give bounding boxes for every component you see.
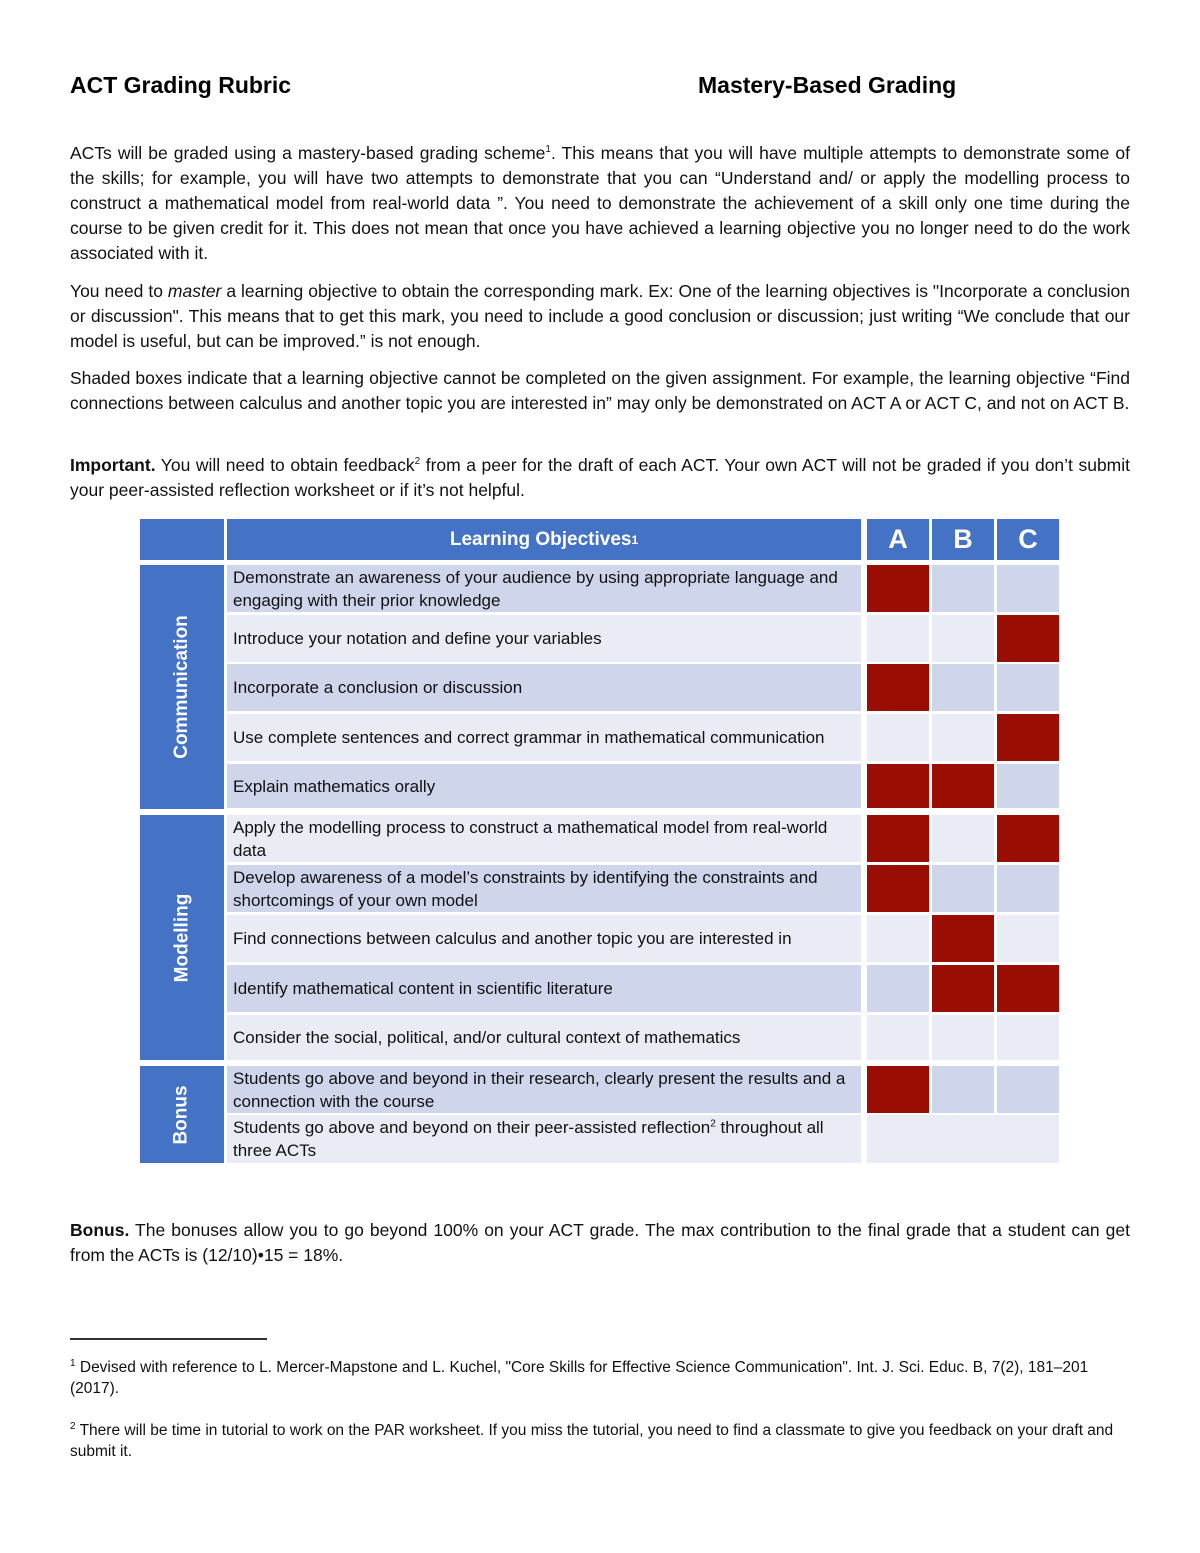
group-label-text: Modelling: [171, 893, 192, 982]
score-cell-c: [997, 664, 1059, 711]
score-cell-b: [932, 615, 994, 662]
score-cell-c: [997, 1015, 1059, 1060]
score-cell-c-shaded: [997, 815, 1059, 862]
merged-score-cell: [867, 1115, 1059, 1163]
objective-text: Apply the modelling process to construct a mathematical model from real-world data: [233, 817, 828, 860]
objective-cell: [227, 565, 861, 612]
column-header-c: C: [997, 519, 1059, 560]
score-cell-b: [932, 1066, 994, 1113]
column-header-b: B: [932, 519, 994, 560]
document-title: ACT Grading Rubric: [70, 72, 292, 98]
score-cell-a: [867, 965, 929, 1012]
score-cell-a-shaded: [867, 764, 929, 808]
objective-text: Demonstrate an awareness of your audience by using appropriate language and engaging with their prior knowledge: [233, 567, 838, 610]
objective-text: Introduce your notation and define your variables: [233, 629, 602, 648]
rubric-table: [140, 519, 1060, 1165]
score-cell-a-shaded: [867, 565, 929, 612]
score-cell-c: [997, 865, 1059, 912]
objective-text: Students go above and beyond on their peer-assisted reflection$^2$ throughout all three ACTs: [233, 1118, 824, 1160]
score-cell-b: [932, 565, 994, 612]
important-paragraph: Important. You will need to obtain feedback$^2$ from a peer for the draft of each ACT. Your own ACT will not be graded if you don’t submit your peer-assisted reflection worksheet or if it’s not helpful.: [70, 455, 1131, 500]
objective-text: Develop awareness of a model’s constraints by identifying the constraints and shortcomings of your own model: [233, 867, 818, 910]
score-cell-b: [932, 865, 994, 912]
score-cell-b-shaded: [932, 915, 994, 962]
score-cell-b: [932, 815, 994, 862]
objective-text: Consider the social, political, and/or cultural context of mathematics: [233, 1028, 741, 1047]
score-cell-c: [997, 764, 1059, 808]
score-cell-a: [867, 714, 929, 761]
score-cell-a-shaded: [867, 664, 929, 711]
objective-cell: [227, 714, 861, 761]
score-cell-b: [932, 1015, 994, 1060]
score-cell-a: [867, 615, 929, 662]
objective-cell: [227, 764, 861, 808]
footnote-separator: [70, 1338, 267, 1340]
objective-text: Students go above and beyond in their research, clearly present the results and a connection with the course: [233, 1068, 846, 1111]
objective-cell: [227, 1015, 861, 1060]
column-header-a: A: [867, 519, 929, 560]
score-cell-c-shaded: [997, 615, 1059, 662]
group-label-communication: [140, 565, 224, 809]
intro-paragraph-2: You need to master a learning objective to obtain the corresponding mark. Ex: One of the learning objectives is "Incorporate a conclusion or discussion". This means that to get this mark, you need to include a good conclusion or discussion; just writing “We conclude that our model is useful, but can be improved.” is not enough.: [70, 281, 1130, 351]
learning-objectives-header: Learning Objectives 1: [227, 519, 861, 560]
objective-cell: [227, 965, 861, 1012]
document-subtitle: Mastery-Based Grading: [698, 72, 957, 98]
score-cell-a-shaded: [867, 815, 929, 862]
score-cell-a-shaded: [867, 865, 929, 912]
group-label-modelling: [140, 815, 224, 1060]
objective-cell: [227, 915, 861, 962]
group-label-text: Bonus: [170, 1084, 192, 1145]
group-label-text: Communication: [171, 615, 192, 759]
footnote-2: $^2$ There will be time in tutorial to work on the PAR worksheet. If you miss the tutorial, you need to find a classmate to give you feedback on your draft and submit it.: [70, 1420, 1114, 1460]
objective-cell: [227, 1066, 861, 1113]
objective-text: Identify mathematical content in scientific literature: [233, 979, 613, 998]
score-cell-c: [997, 915, 1059, 962]
score-cell-c: [997, 565, 1059, 612]
objective-text: Find connections between calculus and another topic you are interested in: [233, 929, 792, 948]
intro-paragraph-1: ACTs will be graded using a mastery-based grading scheme$^1$. This means that you will have multiple attempts to demonstrate some of the skills; for example, you will have two attempts to demonstrate that you can “Understand and/ or apply the modelling process to construct a mathematical model from real-world data ”. You need to demonstrate the achievement of a skill only one time during the course to be given credit for it. This does not mean that once you have achieved a learning objective you no longer need to do the work associated with it.: [70, 143, 1130, 263]
objective-text: Use complete sentences and correct grammar in mathematical communication: [233, 728, 825, 747]
objective-cell: [227, 865, 861, 912]
score-cell-a-shaded: [867, 1066, 929, 1113]
rubric-corner-header: [140, 519, 224, 560]
objective-cell: [227, 615, 861, 662]
score-cell-c-shaded: [997, 965, 1059, 1012]
footnote-1: $^1$ Devised with reference to L. Mercer-Mapstone and L. Kuchel, "Core Skills for Effective Science Communication". Int. J. Sci. Educ. B, 7(2), 181–201 (2017).: [70, 1357, 1089, 1397]
objective-text: Explain mathematics orally: [233, 776, 436, 796]
score-cell-a: [867, 915, 929, 962]
objective-cell: [227, 1115, 861, 1163]
score-cell-b: [932, 714, 994, 761]
objective-text: Incorporate a conclusion or discussion: [233, 678, 523, 697]
score-cell-c-shaded: [997, 714, 1059, 761]
intro-paragraph-3: Shaded boxes indicate that a learning objective cannot be completed on the given assignment. For example, the learning objective “Find connections between calculus and another topic you are interested in” may only be demonstrated on ACT A or ACT C, and not on ACT B.: [70, 368, 1130, 413]
score-cell-a: [867, 1015, 929, 1060]
group-label-bonus: [140, 1066, 224, 1163]
objective-cell: [227, 815, 861, 862]
objective-cell: [227, 664, 861, 711]
score-cell-b-shaded: [932, 965, 994, 1012]
score-cell-c: [997, 1066, 1059, 1113]
score-cell-b: [932, 664, 994, 711]
score-cell-b-shaded: [932, 764, 994, 808]
bonus-paragraph: Bonus. The bonuses allow you to go beyond 100% on your ACT grade. The max contribution to the final grade that a student can get from the ACTs is (12/10)•15 = 18%.: [70, 1220, 1130, 1265]
